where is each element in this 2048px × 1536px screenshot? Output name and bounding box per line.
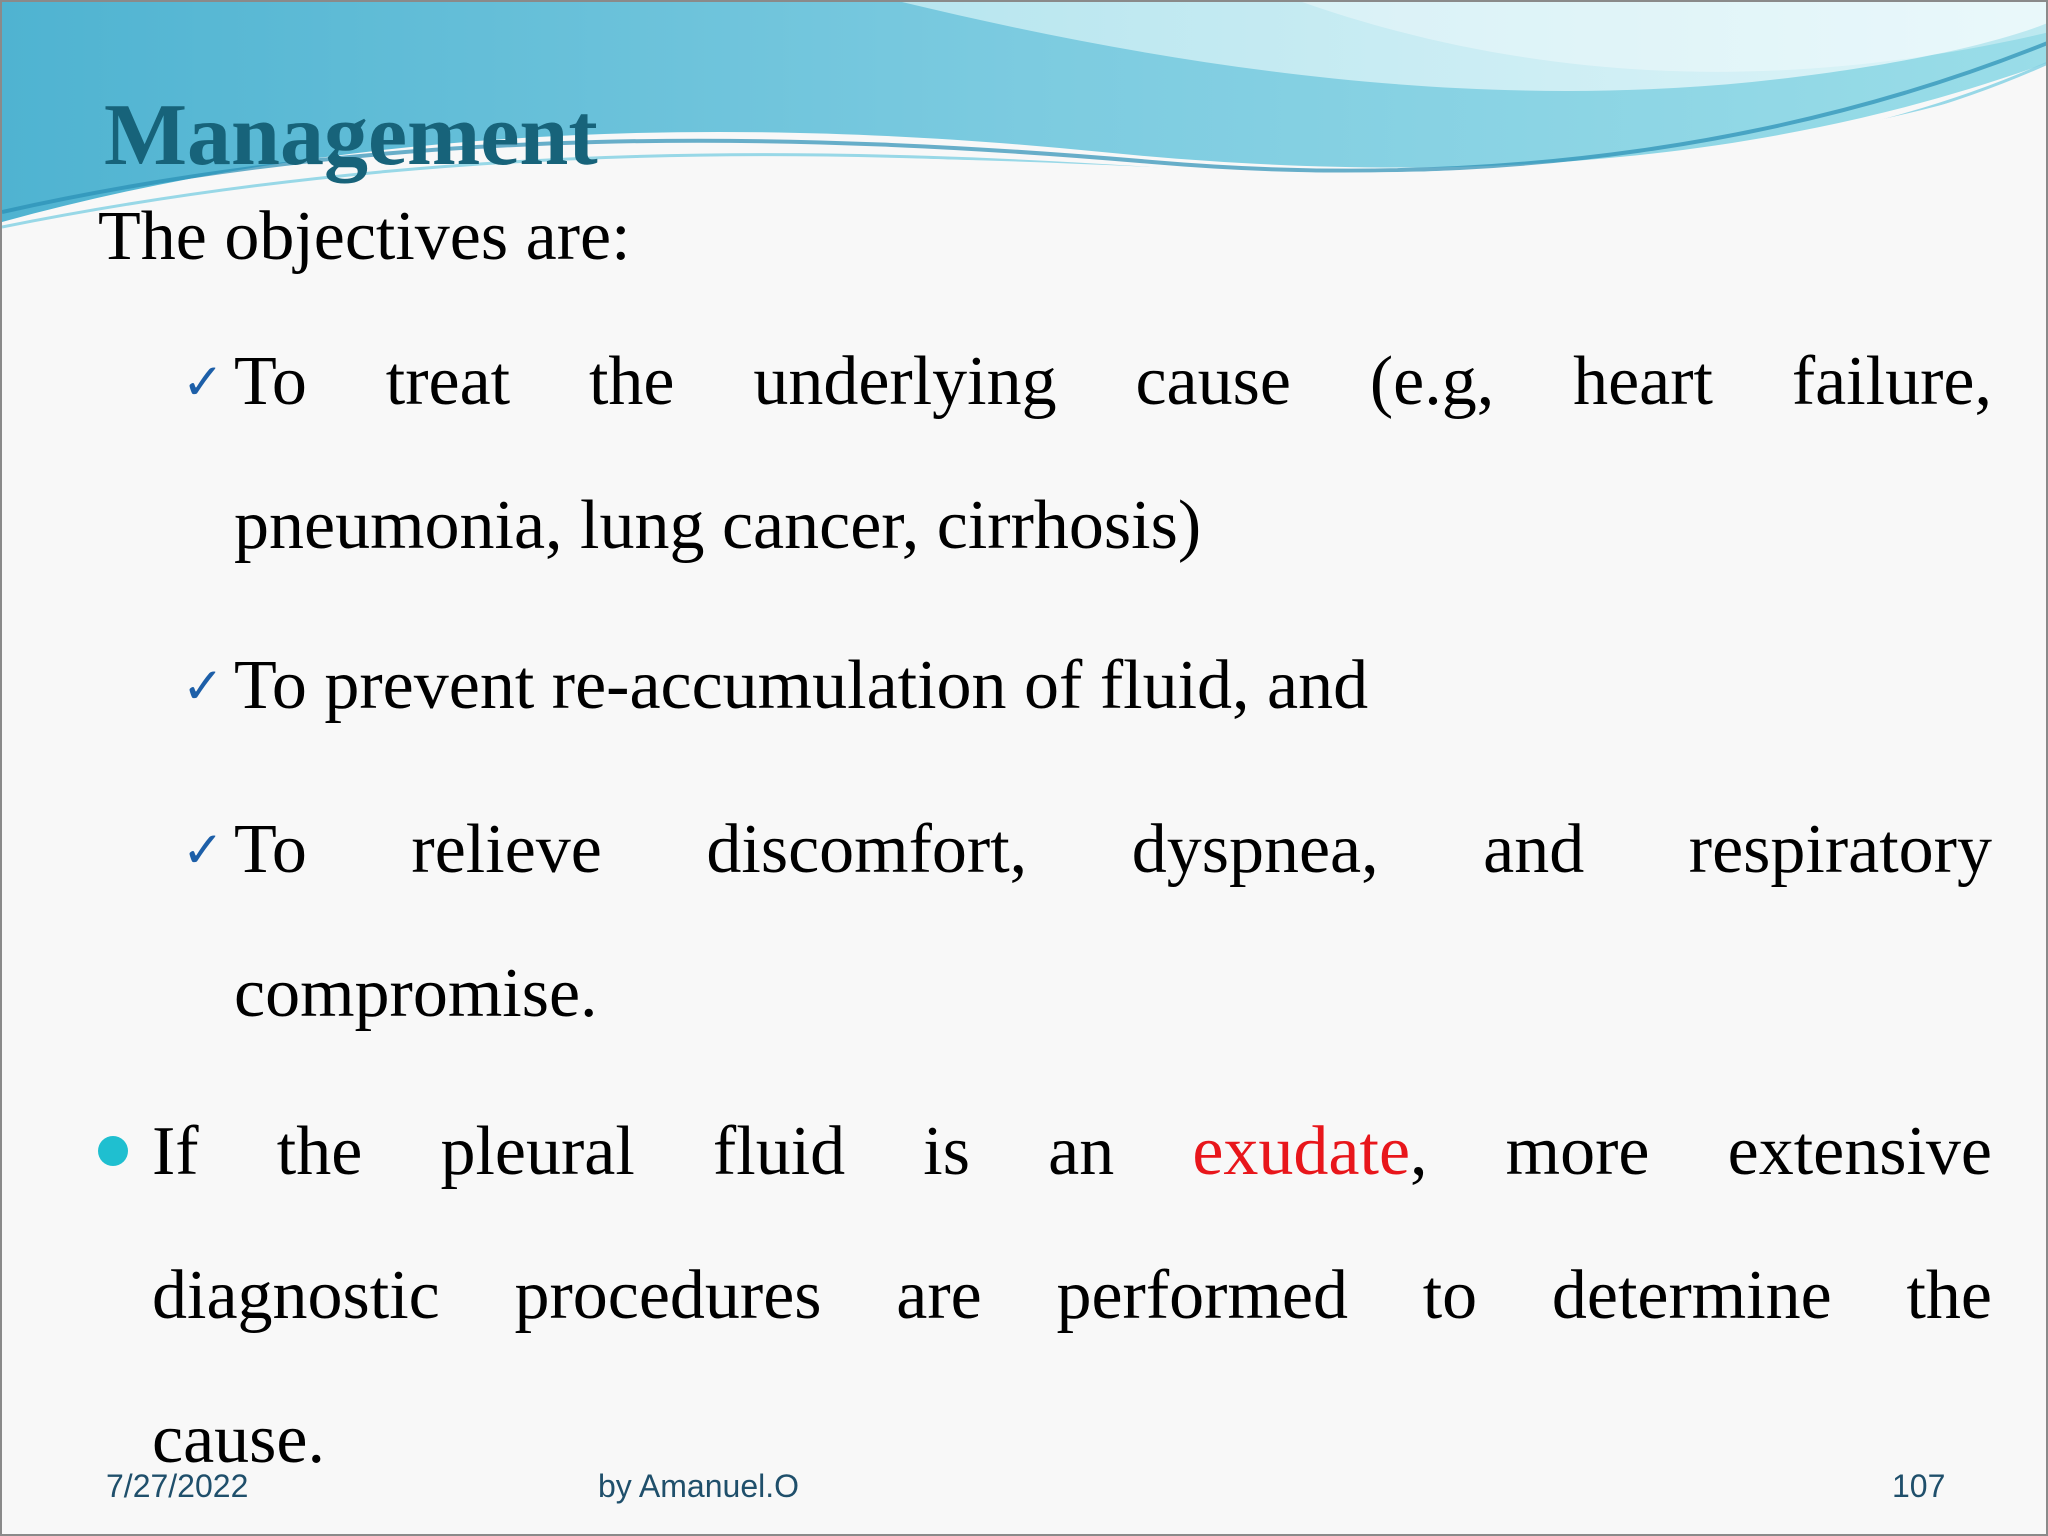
bullet-text-before: If the pleural fluid is an [152,1113,1115,1190]
objective-line: pneumonia, lung cancer, cirrhosis) [234,487,1202,564]
bullet-line: cause. [152,1401,325,1478]
objectives-intro: The objectives are: [98,198,631,275]
checkmark-icon: ✓ [182,657,224,715]
objective-text [234,614,1992,758]
footer-page-number: 107 [1892,1468,1946,1504]
bullet-line [152,1080,1992,1224]
slide-title: Management [104,87,598,184]
objective-line: To treat the underlying cause (e.g, heart failure, [234,343,1992,420]
objective-text [234,310,1992,598]
objective-item-2 [182,614,1992,758]
bullet-dot-icon [98,1136,128,1166]
footer-date: 7/27/2022 [106,1468,249,1504]
objective-line: compromise. [234,955,598,1032]
objective-item-3 [182,778,1992,1066]
exudate-bullet [98,1080,1992,1512]
bullet-text [152,1080,1992,1512]
bullet-line: diagnostic procedures are performed to determine the [152,1257,1992,1334]
objective-text [234,778,1992,1066]
footer-author: by Amanuel.O [598,1468,799,1504]
objective-item-1 [182,310,1992,598]
checkmark-icon: ✓ [182,821,224,879]
objective-line: To prevent re-accumulation of fluid, and [234,647,1369,724]
objective-line: To relieve discomfort, dyspnea, and respiratory [234,811,1992,888]
highlight-exudate: exudate [1192,1113,1411,1190]
bullet-text-after: , more extensive [1410,1113,1992,1190]
checkmark-icon: ✓ [182,353,224,411]
